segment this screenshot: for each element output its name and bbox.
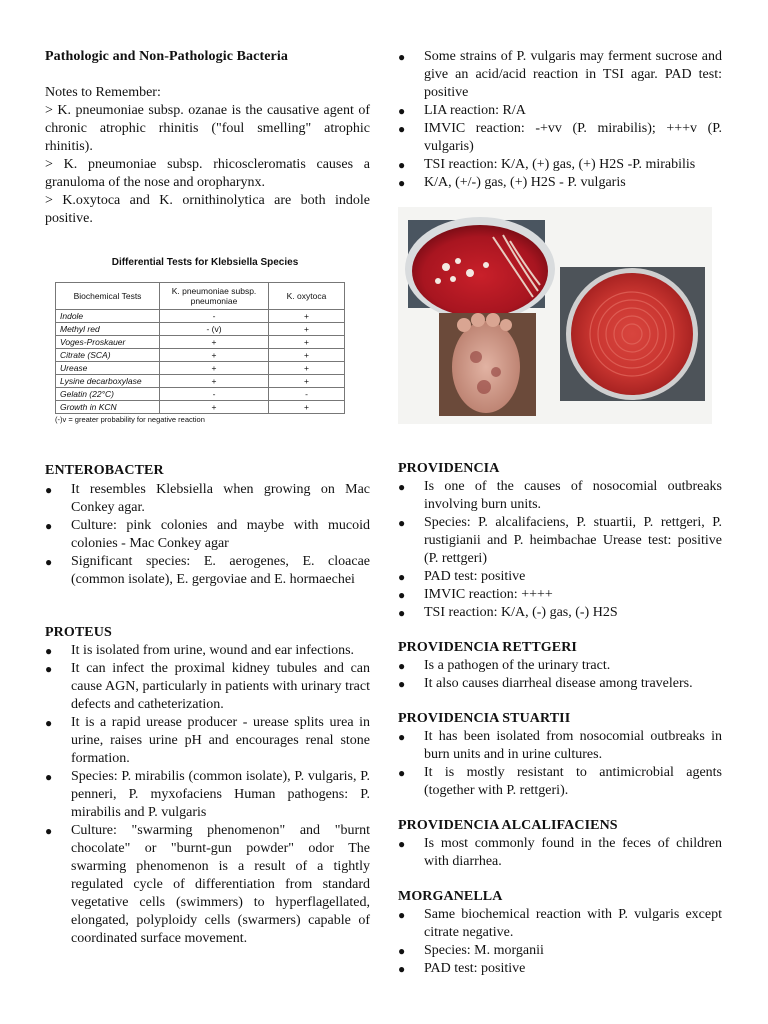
cell-value: + [269, 362, 345, 375]
cell-value: + [269, 401, 345, 414]
list-item: ● PAD test: positive [398, 568, 722, 586]
list-item: ● It also causes diarrheal disease among travelers. [398, 675, 722, 693]
list-item: ● It has been isolated from nosocomial outbreaks in burn units and in urine cultures. [398, 728, 722, 764]
table-caption: Differential Tests for Klebsiella Species [111, 257, 299, 268]
cell-value: + [160, 375, 269, 388]
table-row [56, 349, 345, 362]
cell-value: + [160, 362, 269, 375]
table-footnote: (-)v = greater probability for negative reaction [55, 415, 205, 424]
culture-photos-illustration [398, 207, 712, 424]
cell-value: + [160, 401, 269, 414]
header-tests: Biochemical Tests [56, 283, 160, 310]
note-rhinoscleromatis: > K. pneumoniae subsp. rhicoscleromatis causes a granuloma of the nose and oropharynx. [45, 157, 370, 190]
cell-test: Urease [56, 362, 160, 375]
list-item: ● LIA reaction: R/A [398, 102, 722, 120]
list-item: ● K/A, (+/-) gas, (+) H2S - P. vulgaris [398, 174, 722, 192]
cell-value: + [269, 375, 345, 388]
cell-value: - (v) [160, 323, 269, 336]
cell-value: + [160, 349, 269, 362]
list-item: ● Some strains of P. vulgaris may ferment sucrose and give an acid/acid reaction in TSI agar. PAD test: positive [398, 48, 722, 102]
note-ozanae: > K. pneumoniae subsp. ozanae is the causative agent of chronic atrophic rhinitis ("foul smelling" atrophic rhinitis). [45, 103, 370, 154]
list-item: ● TSI reaction: K/A, (+) gas, (+) H2S -P. mirabilis [398, 156, 722, 174]
cell-value: + [269, 336, 345, 349]
list-item: ● Species: M. morganii [398, 942, 722, 960]
list-item: ● It is a rapid urease producer - urease splits urea in urine, raises urine pH and encourages renal stone formation. [45, 714, 370, 768]
list-item: ● Is one of the causes of nosocomial outbreaks involving burn units. [398, 478, 722, 514]
list-item: ● It is isolated from urine, wound and ear infections. [45, 642, 370, 660]
cell-value: - [269, 388, 345, 401]
cell-test: Methyl red [56, 323, 160, 336]
cell-test: Growth in KCN [56, 401, 160, 414]
culture-photo-collage [398, 207, 712, 424]
list-item: ● IMVIC reaction: -+vv (P. mirabilis); +++v (P. vulgaris) [398, 120, 722, 156]
table-header-row [56, 283, 345, 310]
list-item: ● TSI reaction: K/A, (-) gas, (-) H2S [398, 604, 722, 622]
list-item: ● IMVIC reaction: ++++ [398, 586, 722, 604]
list-item: ● Species: P. alcalifaciens, P. stuartii, P. rettgeri, P. rustigianii and P. heimbachae Urease test: positive (P. rettgeri) [398, 514, 722, 568]
list-item: ● It can infect the proximal kidney tubules and can cause AGN, particularly in patients with urinary tract defects and catheterization. [45, 660, 370, 714]
list-item: ● It resembles Klebsiella when growing on Mac Conkey agar. [45, 481, 370, 517]
list-item: ● Significant species: E. aerogenes, E. cloacae (common isolate), E. gergoviae and E. hormaechei [45, 553, 370, 589]
heading-providencia-alcalifaciens: PROVIDENCIA ALCALIFACIENS [398, 818, 618, 833]
list-item: ● It is mostly resistant to antimicrobial agents (together with P. rettgeri). [398, 764, 722, 800]
cell-value: + [269, 349, 345, 362]
morganella-list [398, 906, 722, 978]
proteus-reactions-list [398, 48, 722, 192]
alcalifaciens-list [398, 835, 722, 871]
klebsiella-table-figure [55, 254, 355, 425]
list-item: ● Species: P. mirabilis (common isolate), P. vulgaris, P. penneri, P. myxofaciens Human pathogens: P. mirabilis and P. vulgaris [45, 768, 370, 822]
document-title: Pathologic and Non-Pathologic Bacteria [45, 49, 288, 64]
heading-morganella: MORGANELLA [398, 889, 503, 904]
cell-value: - [160, 388, 269, 401]
cell-test: Indole [56, 310, 160, 323]
notes-heading: Notes to Remember: [45, 85, 161, 100]
cell-test: Gelatin (22°C) [56, 388, 160, 401]
table-row [56, 310, 345, 323]
header-pneumoniae: K. pneumoniae subsp. pneumoniae [160, 283, 269, 310]
proteus-list [45, 642, 370, 948]
table-row [56, 336, 345, 349]
table-row [56, 401, 345, 414]
note-oxytoca: > K.oxytoca and K. ornithinolytica are both indole positive. [45, 193, 370, 226]
cell-value: + [269, 323, 345, 336]
enterobacter-list [45, 481, 370, 589]
list-item: ● PAD test: positive [398, 960, 722, 978]
table-row [56, 323, 345, 336]
heading-providencia-stuartii: PROVIDENCIA STUARTII [398, 711, 571, 726]
klebsiella-differential-table [55, 282, 345, 414]
header-oxytoca: K. oxytoca [269, 283, 345, 310]
cell-value: - [160, 310, 269, 323]
heading-proteus: PROTEUS [45, 625, 112, 640]
heading-enterobacter: ENTEROBACTER [45, 463, 164, 478]
cell-test: Lysine decarboxylase [56, 375, 160, 388]
list-item: ● Same biochemical reaction with P. vulgaris except citrate negative. [398, 906, 722, 942]
list-item: ● Culture: pink colonies and maybe with mucoid colonies - Mac Conkey agar [45, 517, 370, 553]
list-item: ● Culture: "swarming phenomenon" and "burnt chocolate" or "burnt-gun powder" odor The swarming phenomenon is a result of a tightly regulated cycle of differentiation from standard vegetative cells (swimmers) to hyperflagellated, elongated, polyploidy cells (swarmers) capable of coordinated surface movement. [45, 822, 370, 948]
rettgeri-list [398, 657, 722, 693]
cell-value: + [160, 336, 269, 349]
cell-value: + [269, 310, 345, 323]
table-row [56, 375, 345, 388]
cell-test: Citrate (SCA) [56, 349, 160, 362]
stuartii-list [398, 728, 722, 800]
table-row [56, 388, 345, 401]
providencia-list [398, 478, 722, 622]
cell-test: Voges-Proskauer [56, 336, 160, 349]
list-item: ● Is a pathogen of the urinary tract. [398, 657, 722, 675]
heading-providencia: PROVIDENCIA [398, 461, 500, 476]
list-item: ● Is most commonly found in the feces of children with diarrhea. [398, 835, 722, 871]
heading-providencia-rettgeri: PROVIDENCIA RETTGERI [398, 640, 577, 655]
table-row [56, 362, 345, 375]
